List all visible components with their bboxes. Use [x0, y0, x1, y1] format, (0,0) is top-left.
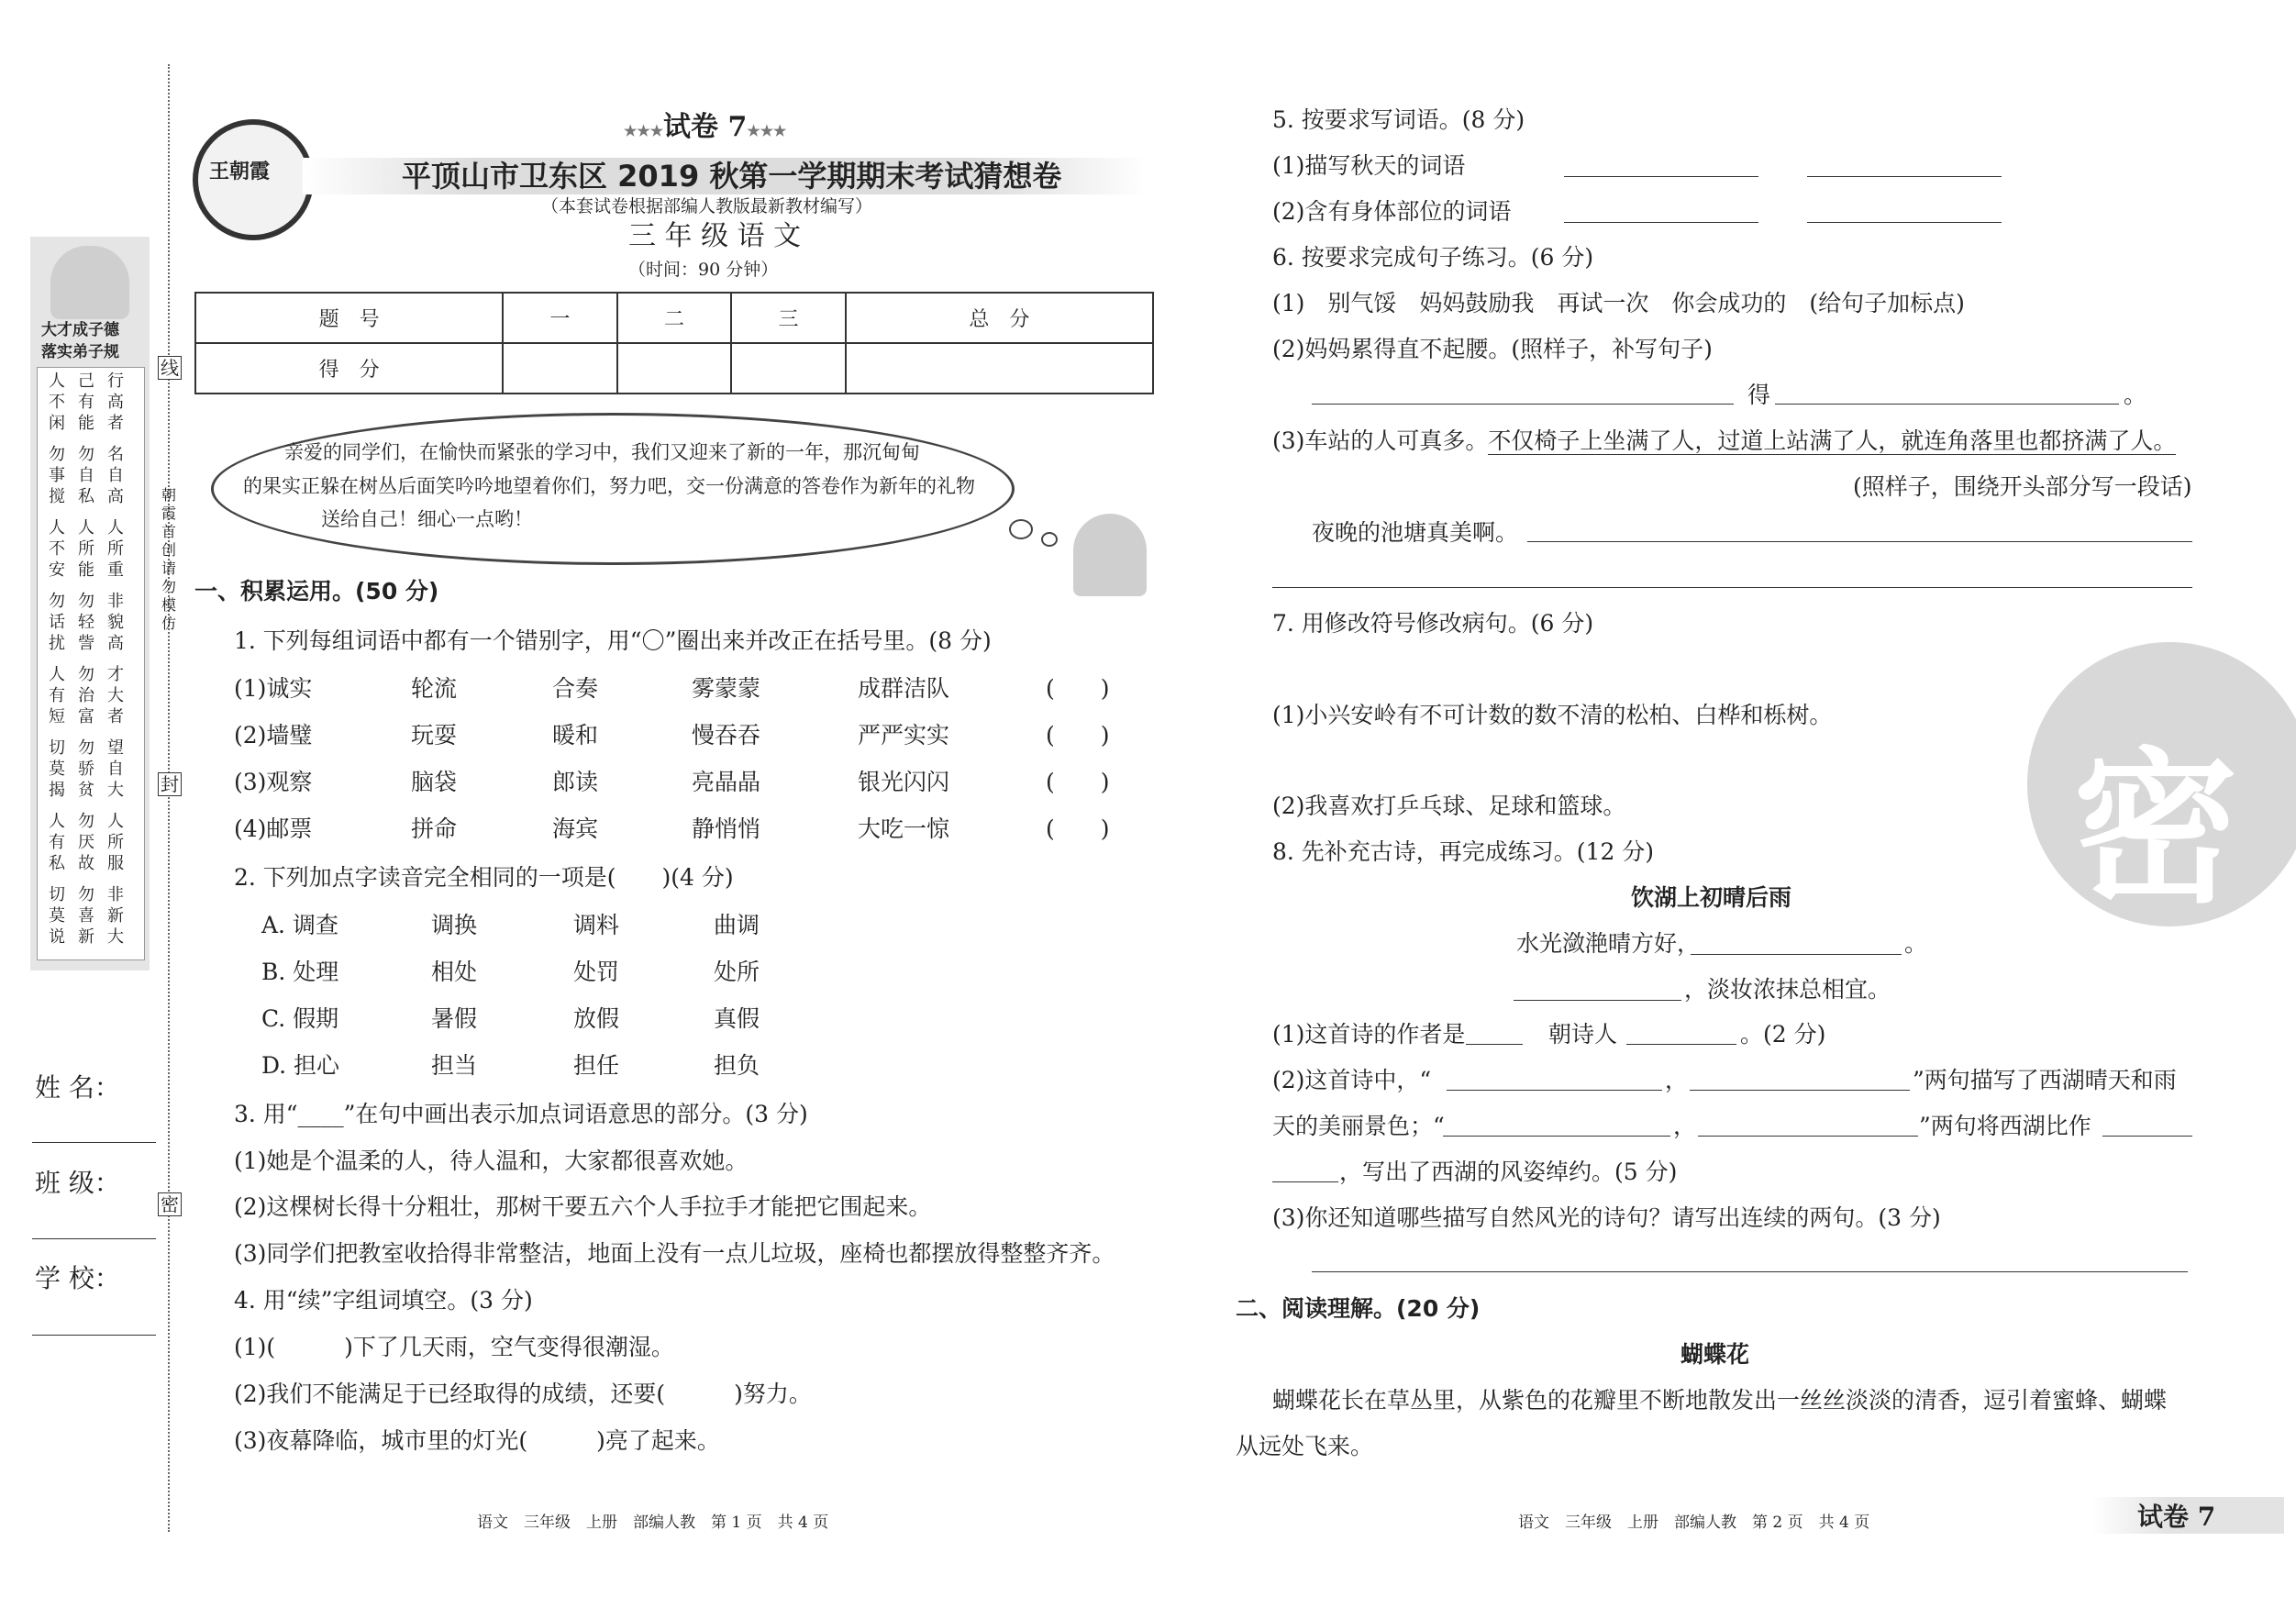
greeting-line-2: 的果实正躲在树丛后面笑吟吟地望着你们，努力吧，交一份满意的答卷作为新年的礼物 — [243, 475, 975, 497]
q2-option-word: 调换 — [431, 912, 478, 938]
q4-item-2: (2)我们不能满足于已经取得的成绩，还要( )努力。 — [234, 1381, 812, 1407]
answer-blank[interactable] — [1807, 176, 2002, 177]
stars-left: ★★★ — [624, 122, 664, 139]
thought-bubble-icon — [1041, 532, 1058, 547]
q7-item-2: (2)我喜欢打乒乓球、足球和篮球。 — [1272, 793, 1626, 819]
q5-item-2: (2)含有身体部位的词语 — [1272, 198, 1512, 225]
thought-bubble-icon — [1009, 519, 1033, 539]
q6-3-note: (照样子，围绕开头部分写一段话) — [1853, 473, 2192, 500]
poem-title: 饮湖上初晴后雨 — [1631, 884, 1792, 911]
q2-option-word: 处所 — [714, 959, 760, 985]
q1-cell: 亮晶晶 — [692, 769, 761, 795]
q1-cell: (4)邮票 — [234, 815, 313, 842]
motto-column: 人所服 — [107, 812, 124, 873]
score-table-score-row — [195, 343, 1153, 394]
section-2-heading: 二、阅读理解。(20 分) — [1236, 1295, 1481, 1322]
margin-mark-secret: 密 — [158, 1192, 182, 1216]
q5-prompt: 5. 按要求写词语。(8 分) — [1272, 106, 1525, 133]
q2-option-word: 真假 — [714, 1005, 760, 1032]
motto-column: 勿自私 — [78, 445, 94, 506]
q1-cell: (2)墙璧 — [234, 722, 313, 749]
subject-title: 三 年 级 语 文 — [628, 220, 802, 252]
q1-cell: 成群洁队 — [858, 675, 950, 702]
q8-2-d: ”两句将西湖比作 — [1919, 1113, 2091, 1139]
q2-option-word: D. 担心 — [261, 1052, 340, 1079]
q5-item-1: (1)描写秋天的词语 — [1272, 152, 1466, 179]
score-input[interactable] — [503, 343, 617, 394]
answer-bracket[interactable]: ( ) — [1046, 675, 1110, 702]
greeting-line-1: 亲爱的同学们，在愉快而紧张的学习中，我们又迎来了新的一年，那沉甸甸 — [284, 441, 920, 463]
q2-option-word: C. 假期 — [261, 1005, 339, 1032]
score-table — [194, 292, 1154, 394]
brand-logo-text: 王朝霞 — [209, 160, 271, 183]
score-input[interactable] — [731, 343, 846, 394]
q1-cell: 轮流 — [411, 675, 458, 702]
margin-mark-line: 线 — [158, 356, 182, 380]
motto-column: 切莫说 — [49, 885, 65, 947]
motto-column: 非貌高 — [107, 592, 124, 653]
q4-item-1: (1)( )下了几天雨，空气变得很潮湿。 — [234, 1334, 674, 1360]
motto-column: 人有私 — [49, 812, 65, 873]
q2-option-word: 相处 — [431, 959, 478, 985]
q1-cell: 合奏 — [552, 675, 599, 702]
scholar-figure-icon — [50, 246, 129, 319]
answer-blank[interactable] — [1564, 176, 1758, 177]
poem-line-1-end: 。 — [1904, 930, 1928, 957]
q2-option-word: 担负 — [714, 1052, 760, 1079]
answer-blank[interactable] — [2102, 1136, 2192, 1137]
q1-cell: 银光闪闪 — [858, 769, 950, 795]
q6-2-de: 得 — [1747, 382, 1771, 408]
binding-line — [168, 64, 170, 1532]
motto-grid — [48, 371, 139, 958]
class-field[interactable] — [32, 1238, 156, 1239]
margin-mark-seal: 封 — [158, 772, 182, 796]
greeting-line-3: 送给自己！细心一点哟！ — [321, 508, 533, 530]
poem-blank[interactable] — [1514, 1000, 1681, 1001]
q2-option-word: 处罚 — [573, 959, 620, 985]
q1-cell: 雾蒙蒙 — [692, 675, 761, 702]
q7-prompt: 7. 用修改符号修改病句。(6 分) — [1272, 610, 1594, 637]
score-cell: 二 — [617, 293, 732, 343]
q8-3: (3)你还知道哪些描写自然风光的诗句？请写出连续的两句。(3 分) — [1272, 1204, 1941, 1231]
q1-cell: 玩耍 — [411, 722, 458, 749]
motto-column: 己有能 — [78, 372, 94, 433]
answer-blank[interactable] — [1312, 404, 1734, 405]
q1-cell: 暖和 — [552, 722, 599, 749]
girl-figure-icon — [1073, 514, 1147, 596]
school-label: 学 校： — [35, 1263, 120, 1293]
motto-column: 名自高 — [107, 445, 124, 506]
q6-3-underlined: 不仅椅子上坐满了人，过道上站满了人，就连角落里也都挤满了人。 — [1488, 427, 2177, 454]
motto-column: 勿骄贫 — [78, 738, 94, 800]
q2-option-word: 暑假 — [431, 1005, 478, 1032]
answer-blank[interactable] — [1775, 404, 2119, 405]
q6-item-1: (1) 别气馁 妈妈鼓励我 再试一次 你会成功的 (给句子加标点) — [1272, 290, 1965, 316]
q1-cell: (1)诚实 — [234, 675, 313, 702]
motto-column: 勿厌故 — [78, 812, 94, 873]
name-label: 姓 名： — [35, 1072, 120, 1103]
q3-prompt: 3. 用“____”在句中画出表示加点词语意思的部分。(3 分) — [234, 1101, 808, 1127]
answer-blank[interactable] — [1272, 1181, 1338, 1182]
q6-2-end: 。 — [2124, 382, 2147, 408]
reading-paragraph-2: 从远处飞来。 — [1236, 1433, 1374, 1459]
reading-paragraph-1: 蝴蝶花长在草丛里，从紫色的花瓣里不断地散发出一丝丝淡淡的清香，逗引着蜜蜂、蝴蝶 — [1272, 1387, 2168, 1414]
q1-cell: 拼命 — [411, 815, 458, 842]
motto-column: 切莫揭 — [49, 738, 65, 800]
exam-title: 平顶山市卫东区 2019 秋第一学期期末考试猜想卷 — [402, 159, 1062, 194]
q1-cell: 慢吞吞 — [692, 722, 761, 749]
q8-1-c: 。(2 分) — [1740, 1021, 1826, 1048]
motto-column: 非新大 — [107, 885, 124, 947]
motto-column: 勿话扰 — [49, 592, 65, 653]
score-input[interactable] — [617, 343, 732, 394]
answer-blank[interactable] — [1447, 1090, 1662, 1091]
q1-cell: 静悄悄 — [692, 815, 761, 842]
class-label: 班 级： — [35, 1168, 120, 1198]
q8-1-a: (1)这首诗的作者是 — [1272, 1021, 1466, 1048]
motto-column: 人不安 — [49, 518, 65, 580]
q1-cell: (3)观察 — [234, 769, 313, 795]
paper-tag: 试卷 7 — [2137, 1502, 2216, 1532]
answer-blank[interactable] — [1527, 541, 2192, 542]
answer-bracket[interactable]: ( ) — [1046, 722, 1110, 749]
motto-column: 人不闲 — [49, 372, 65, 433]
motto-column: 勿事搅 — [49, 445, 65, 506]
q2-option-word: 担任 — [573, 1052, 620, 1079]
motto-column: 勿轻訾 — [78, 592, 94, 653]
q8-prompt: 8. 先补充古诗，再完成练习。(12 分) — [1272, 838, 1655, 865]
stars-right: ★★★ — [747, 122, 787, 139]
paper-number: 试卷 7 — [663, 111, 748, 143]
motto-column: 人所重 — [107, 518, 124, 580]
answer-bracket[interactable]: ( ) — [1046, 769, 1110, 795]
name-field[interactable] — [32, 1142, 156, 1143]
score-cell: 得 分 — [195, 343, 503, 394]
q2-option-word: 担当 — [431, 1052, 478, 1079]
q8-2-a: (2)这首诗中，“ — [1272, 1067, 1432, 1093]
q2-option-word: 放假 — [573, 1005, 620, 1032]
q1-cell: 大吃一惊 — [858, 815, 950, 842]
q4-prompt: 4. 用“续”字组词填空。(3 分) — [234, 1287, 533, 1314]
q1-cell: 郎读 — [552, 769, 599, 795]
q7-item-1: (1)小兴安岭有不可计数的数不清的松柏、白桦和栎树。 — [1272, 702, 1833, 728]
q3-item-1: (1)她是个温柔的人，待人温和，大家都很喜欢她。 — [234, 1148, 749, 1174]
reading-title: 蝴蝶花 — [1680, 1341, 1750, 1368]
score-cell: 题 号 — [195, 293, 503, 343]
score-table-header-row — [195, 293, 1153, 343]
poem-blank[interactable] — [1691, 954, 1902, 955]
poem-line-1: 水光潋滟晴方好， — [1516, 930, 1701, 957]
motto-column: 人有短 — [49, 665, 65, 726]
q2-option-word: A. 调查 — [261, 912, 338, 938]
score-cell: 一 — [503, 293, 617, 343]
secret-stamp-glyph: 密 — [2073, 734, 2239, 926]
score-cell: 三 — [731, 293, 846, 343]
answer-blank[interactable] — [1564, 222, 1758, 223]
answer-blank[interactable] — [1807, 222, 2002, 223]
q2-prompt: 2. 下列加点字读音完全相同的一项是( )(4 分) — [234, 864, 734, 891]
margin-note: 朝霞首创 请勿模仿 — [161, 486, 177, 632]
answer-bracket[interactable]: ( ) — [1046, 815, 1110, 842]
answer-blank[interactable] — [1626, 1044, 1736, 1045]
q2-option-word: 曲调 — [714, 912, 760, 938]
exam-time: （时间：90 分钟） — [628, 260, 779, 280]
answer-blank[interactable] — [1698, 1136, 1918, 1137]
motto-column: 人所能 — [78, 518, 94, 580]
q8-2-e: ，写出了西湖的风姿绰约。(5 分) — [1339, 1159, 1678, 1185]
q4-item-3: (3)夜幕降临，城市里的灯光( )亮了起来。 — [234, 1427, 720, 1454]
answer-blank[interactable] — [1690, 1090, 1910, 1091]
q2-option-word: 调料 — [573, 912, 620, 938]
motto-top-2: 落实弟子规 — [41, 343, 119, 361]
q8-2-c: 天的美丽景色；“ — [1272, 1113, 1445, 1139]
q6-prompt: 6. 按要求完成句子练习。(6 分) — [1272, 244, 1594, 271]
q1-cell: 海宾 — [552, 815, 599, 842]
answer-blank[interactable] — [1443, 1136, 1670, 1137]
motto-column: 勿喜新 — [78, 885, 94, 947]
q3-item-2: (2)这棵树长得十分粗壮，那树干要五六个人手拉手才能把它围起来。 — [234, 1193, 932, 1220]
q3-item-3: (3)同学们把教室收拾得非常整洁，地面上没有一点儿垃圾，座椅也都摆放得整整齐齐。 — [234, 1240, 1115, 1267]
answer-blank[interactable] — [1466, 1044, 1523, 1045]
q6-3-prefix: (3)车站的人可真多。 — [1272, 427, 1489, 454]
q6-item-2: (2)妈妈累得直不起腰。(照样子，补写句子) — [1272, 336, 1713, 362]
motto-column: 才大者 — [107, 665, 124, 726]
q8-2-comma2: ， — [1673, 1113, 1697, 1139]
q8-2-comma: ， — [1665, 1067, 1689, 1093]
right-page-footer: 语文 三年级 上册 部编人教 第 2 页 共 4 页 — [1518, 1514, 1870, 1532]
score-input[interactable] — [846, 343, 1153, 394]
motto-column: 勿治富 — [78, 665, 94, 726]
q1-prompt: 1. 下列每组词语中都有一个错别字，用“〇”圈出来并改正在括号里。(8 分) — [234, 627, 992, 654]
q8-1-b: 朝诗人 — [1548, 1021, 1618, 1048]
motto-column: 望自大 — [107, 738, 124, 800]
left-page-footer: 语文 三年级 上册 部编人教 第 1 页 共 4 页 — [477, 1514, 829, 1532]
motto-top-1: 大才成子德 — [41, 321, 119, 339]
answer-blank[interactable] — [1312, 1271, 2188, 1272]
section-1-heading: 一、积累运用。(50 分) — [194, 578, 439, 604]
q6-3-prompt: 夜晚的池塘真美啊。 — [1312, 519, 1519, 546]
school-field[interactable] — [32, 1335, 156, 1336]
answer-blank[interactable] — [1272, 587, 2192, 588]
q8-2-b: ”两句描写了西湖晴天和雨 — [1913, 1067, 2177, 1093]
exam-subtitle: （本套试卷根据部编人教版最新教材编写） — [541, 196, 873, 216]
q1-cell: 严严实实 — [858, 722, 950, 749]
motto-column: 行高者 — [107, 372, 124, 433]
poem-line-2: ，淡妆浓抹总相宜。 — [1684, 976, 1891, 1003]
q1-cell: 脑袋 — [411, 769, 458, 795]
score-cell: 总 分 — [846, 293, 1153, 343]
q2-option-word: B. 处理 — [261, 959, 339, 985]
